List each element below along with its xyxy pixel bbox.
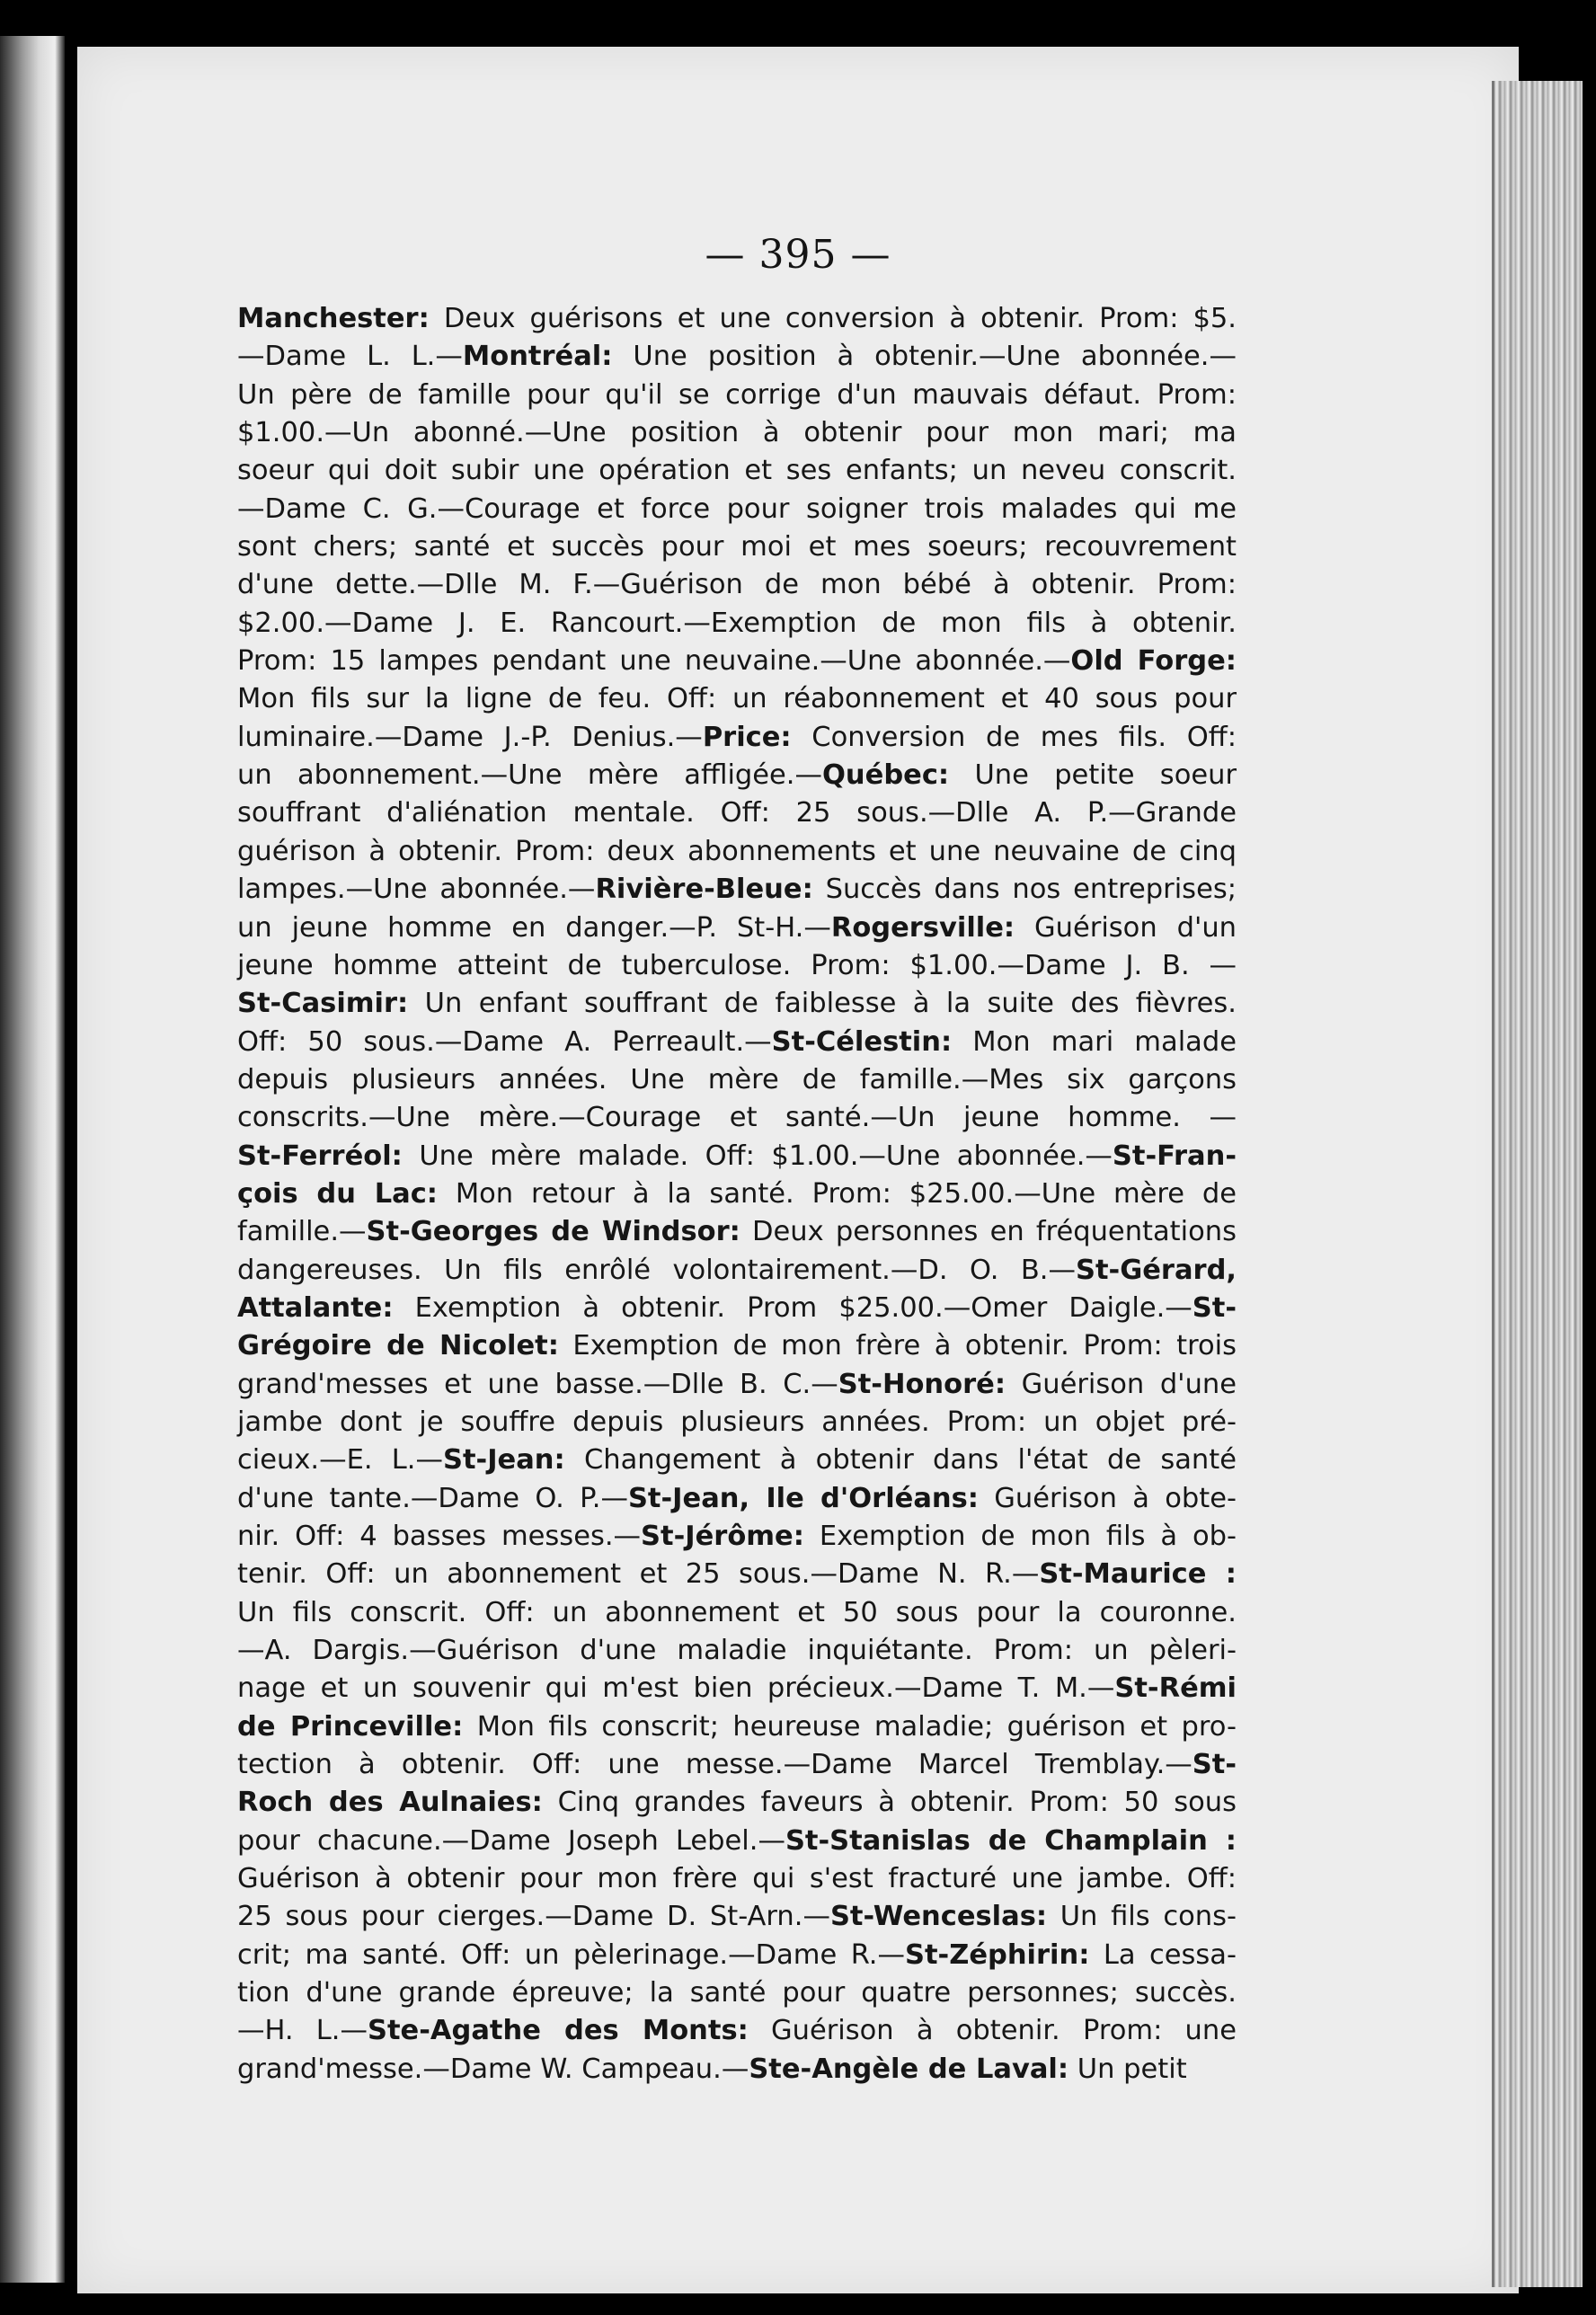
text-line (237, 1061, 1237, 1099)
text-run: Deux personnes en fréquentations (740, 1216, 1237, 1248)
text-run: soeur qui doit subir une opération et ses enfants; un neveu conscrit. (237, 455, 1237, 487)
place-heading: Old Forge: (1070, 645, 1237, 678)
place-heading: St-Stanislas de Champlain : (785, 1824, 1237, 1857)
text-line (237, 1974, 1237, 2012)
text-line (237, 300, 1237, 338)
text-run: Un fils cons- (1047, 1901, 1237, 1933)
text-run: Un père de famille pour qu'il se corrige d'un mauvais défaut. Prom: (237, 378, 1237, 411)
text-line (237, 1784, 1237, 1822)
text-run: guérison à obtenir. Prom: deux abonnements et une neuvaine de cinq (237, 835, 1237, 867)
text-line (237, 794, 1237, 832)
facing-page-edge (0, 36, 65, 2283)
text-run: pour chacune.—Dame Joseph Lebel.— (237, 1824, 785, 1857)
place-heading: St-Jean, Ile d'Orléans: (627, 1482, 979, 1514)
text-line (237, 414, 1237, 452)
text-run: Conversion de mes fils. Off: (791, 721, 1237, 753)
place-heading: St-Célestin: (771, 1025, 953, 1058)
text-line (237, 719, 1237, 757)
text-line (237, 605, 1237, 643)
text-run: —Dame L. L.— (237, 341, 463, 373)
text-run: dangereuses. Un fils enrôlé volontairement.—D. O. B.— (237, 1254, 1076, 1286)
text-run: nir. Off: 4 basses messes.— (237, 1521, 642, 1552)
text-run: Off: 50 sous.—Dame A. Perreault.— (237, 1025, 772, 1058)
text-line (237, 566, 1237, 604)
place-heading: de Princeville: (237, 1710, 464, 1743)
text-line (237, 1898, 1237, 1936)
text-line (237, 1937, 1237, 1974)
text-run: tection à obtenir. Off: une messe.—Dame Marcel Tremblay.— (237, 1749, 1193, 1781)
text-line (237, 1290, 1237, 1327)
text-line (237, 1632, 1237, 1670)
place-heading: St-Jean: (442, 1444, 565, 1477)
text-line (237, 680, 1237, 718)
text-line (237, 1746, 1237, 1784)
text-line (237, 2012, 1237, 2050)
text-line (237, 1138, 1237, 1175)
text-line (237, 1480, 1237, 1518)
text-run: d'une dette.—Dlle M. F.—Guérison de mon bébé à obtenir. Prom: (237, 569, 1237, 601)
text-run: Un fils conscrit. Off: un abonnement et 50 sous pour la couronne. (237, 1596, 1237, 1628)
text-run: d'une tante.—Dame O. P.— (237, 1482, 628, 1514)
text-line (237, 1213, 1237, 1251)
text-run: nage et un souvenir qui m'est bien précieux.—Dame T. M.— (237, 1672, 1115, 1705)
text-run: un jeune homme en danger.—P. St-H.— (237, 911, 831, 944)
place-heading: Roch des Aulnaies: (237, 1787, 543, 1819)
text-run: Mon fils conscrit; heureuse maladie; guérison et pro- (463, 1710, 1237, 1743)
place-heading: St-Rémi (1114, 1672, 1237, 1705)
text-run: Une position à obtenir.—Une abonnée.— (612, 341, 1237, 373)
text-run: Cinq grandes faveurs à obtenir. Prom: 50 sous (542, 1787, 1237, 1819)
text-line (237, 1823, 1237, 1860)
text-line (237, 452, 1237, 490)
text-run: lampes.—Une abonnée.— (237, 874, 596, 906)
place-heading: Ste-Angèle de Laval: (749, 2053, 1069, 2085)
text-run: tion d'une grande épreuve; la santé pour quatre personnes; succès. (237, 1977, 1237, 2009)
text-run: Mon mari malade (952, 1025, 1237, 1058)
text-run: jeune homme atteint de tuberculose. Prom: $1.00.—Dame J. B. — (237, 949, 1237, 981)
text-run: famille.— (237, 1216, 367, 1248)
text-line (237, 1404, 1237, 1441)
place-heading: St-Fran- (1112, 1140, 1237, 1172)
text-run: Guérison d'un (1015, 911, 1237, 944)
body-text (237, 300, 1237, 2089)
text-run: Guérison d'une (1006, 1368, 1237, 1400)
text-run: Un enfant souffrant de faiblesse à la suite des fièvres. (408, 988, 1237, 1020)
text-line (237, 757, 1237, 794)
place-heading: Price: (702, 721, 792, 753)
text-run: grand'messe.—Dame W. Campeau.— (237, 2053, 749, 2085)
place-heading: St-Wenceslas: (829, 1901, 1048, 1933)
place-heading: Ste-Agathe des Monts: (368, 2015, 749, 2047)
text-line (237, 1175, 1237, 1213)
text-line (237, 528, 1237, 566)
text-run: Un petit (1068, 2053, 1187, 2085)
place-heading: çois du Lac: (237, 1177, 438, 1210)
text-line (237, 909, 1237, 947)
place-heading: Montréal: (462, 341, 613, 373)
text-run: Exemption de mon frère à obtenir. Prom: trois (558, 1330, 1237, 1362)
text-line (237, 1366, 1237, 1404)
text-line (237, 985, 1237, 1023)
text-run: Guérison à obtenir. Prom: une (748, 2015, 1237, 2047)
text-line (237, 643, 1237, 680)
place-heading: St-Gérard, (1075, 1254, 1237, 1286)
place-heading: St- (1192, 1749, 1237, 1781)
text-run: Exemption de mon fils à ob- (803, 1521, 1237, 1552)
text-run: —Dame C. G.—Courage et force pour soigner trois malades qui me (237, 492, 1237, 525)
text-run: Mon fils sur la ligne de feu. Off: un réabonnement et 40 sous pour (237, 683, 1237, 715)
place-heading: St-Georges de Windsor: (366, 1216, 740, 1248)
text-run: Une mère malade. Off: $1.00.—Une abonnée.— (402, 1140, 1113, 1172)
text-line (237, 1860, 1237, 1898)
page-stack-edge (1492, 81, 1583, 2287)
text-run: cieux.—E. L.— (237, 1444, 443, 1477)
text-run: Exemption à obtenir. Prom $25.00.—Omer Daigle.— (393, 1291, 1193, 1324)
text-run: conscrits.—Une mère.—Courage et santé.—Un jeune homme. — (237, 1102, 1237, 1134)
place-heading: Québec: (822, 759, 950, 792)
text-run: un abonnement.—Une mère affligée.— (237, 759, 822, 792)
text-run: —H. L.— (237, 2015, 368, 2047)
text-line (237, 1518, 1237, 1556)
text-line (237, 1099, 1237, 1137)
text-run: Prom: 15 lampes pendant une neuvaine.—Une abonnée.— (237, 645, 1071, 678)
text-run: $2.00.—Dame J. E. Rancourt.—Exemption de mon fils à obtenir. (237, 607, 1237, 639)
place-heading: St- (1192, 1291, 1237, 1324)
text-run: Deux guérisons et une conversion à obtenir. Prom: $5. (429, 303, 1237, 334)
place-heading: St-Ferréol: (237, 1140, 403, 1172)
place-heading: St-Zéphirin: (905, 1938, 1090, 1971)
text-line (237, 1024, 1237, 1061)
text-run: grand'messes et une basse.—Dlle B. C.— (237, 1368, 838, 1400)
place-heading: Manchester: (237, 303, 430, 334)
text-run: Guérison à obtenir pour mon frère qui s'est fracturé une jambe. Off: (237, 1863, 1237, 1895)
place-heading: St-Honoré: (838, 1368, 1006, 1400)
text-line (237, 1708, 1237, 1746)
place-heading: Grégoire de Nicolet: (237, 1330, 559, 1362)
text-line (237, 338, 1237, 376)
place-heading: St-Jérôme: (641, 1521, 804, 1552)
text-run: souffrant d'aliénation mentale. Off: 25 sous.—Dlle A. P.—Grande (237, 797, 1237, 829)
text-run: jambe dont je souffre depuis plusieurs années. Prom: un objet pré- (237, 1406, 1237, 1438)
text-run: Changement à obtenir dans l'état de santé (564, 1444, 1237, 1477)
text-run: crit; ma santé. Off: un pèlerinage.—Dame R.— (237, 1938, 905, 1971)
text-run: sont chers; santé et succès pour moi et mes soeurs; recouvrement (237, 531, 1237, 563)
text-run: Mon retour à la santé. Prom: $25.00.—Une mère de (438, 1177, 1237, 1210)
text-run: $1.00.—Un abonné.—Une position à obtenir pour mon mari; ma (237, 417, 1237, 449)
text-line (237, 2051, 1237, 2089)
text-line (237, 1252, 1237, 1290)
text-line (237, 1327, 1237, 1365)
text-line (237, 871, 1237, 909)
place-heading: Rivière-Bleue: (595, 874, 813, 906)
place-heading: Rogersville: (830, 911, 1015, 944)
text-run: Une petite soeur (949, 759, 1237, 792)
text-line (237, 1594, 1237, 1632)
text-run: Succès dans nos entreprises; (812, 874, 1237, 906)
text-line (237, 947, 1237, 985)
text-run: depuis plusieurs années. Une mère de famille.—Mes six garçons (237, 1063, 1237, 1095)
text-run: —A. Dargis.—Guérison d'une maladie inquiétante. Prom: un pèleri- (237, 1635, 1237, 1667)
text-line (237, 833, 1237, 871)
text-run: tenir. Off: un abonnement et 25 sous.—Dame N. R.— (237, 1558, 1040, 1591)
text-line (237, 377, 1237, 414)
text-line (237, 491, 1237, 528)
text-run: 25 sous pour cierges.—Dame D. St-Arn.— (237, 1901, 830, 1933)
text-line (237, 1670, 1237, 1707)
page-number: — 395 — (705, 232, 891, 278)
place-heading: Attalante: (237, 1291, 394, 1324)
text-run: Guérison à obte- (978, 1482, 1237, 1514)
text-run: La cessa- (1089, 1938, 1237, 1971)
place-heading: St-Casimir: (237, 988, 409, 1020)
place-heading: St-Maurice : (1039, 1558, 1237, 1591)
text-line (237, 1441, 1237, 1479)
text-line (237, 1556, 1237, 1593)
text-run: luminaire.—Dame J.-P. Denius.— (237, 721, 703, 753)
